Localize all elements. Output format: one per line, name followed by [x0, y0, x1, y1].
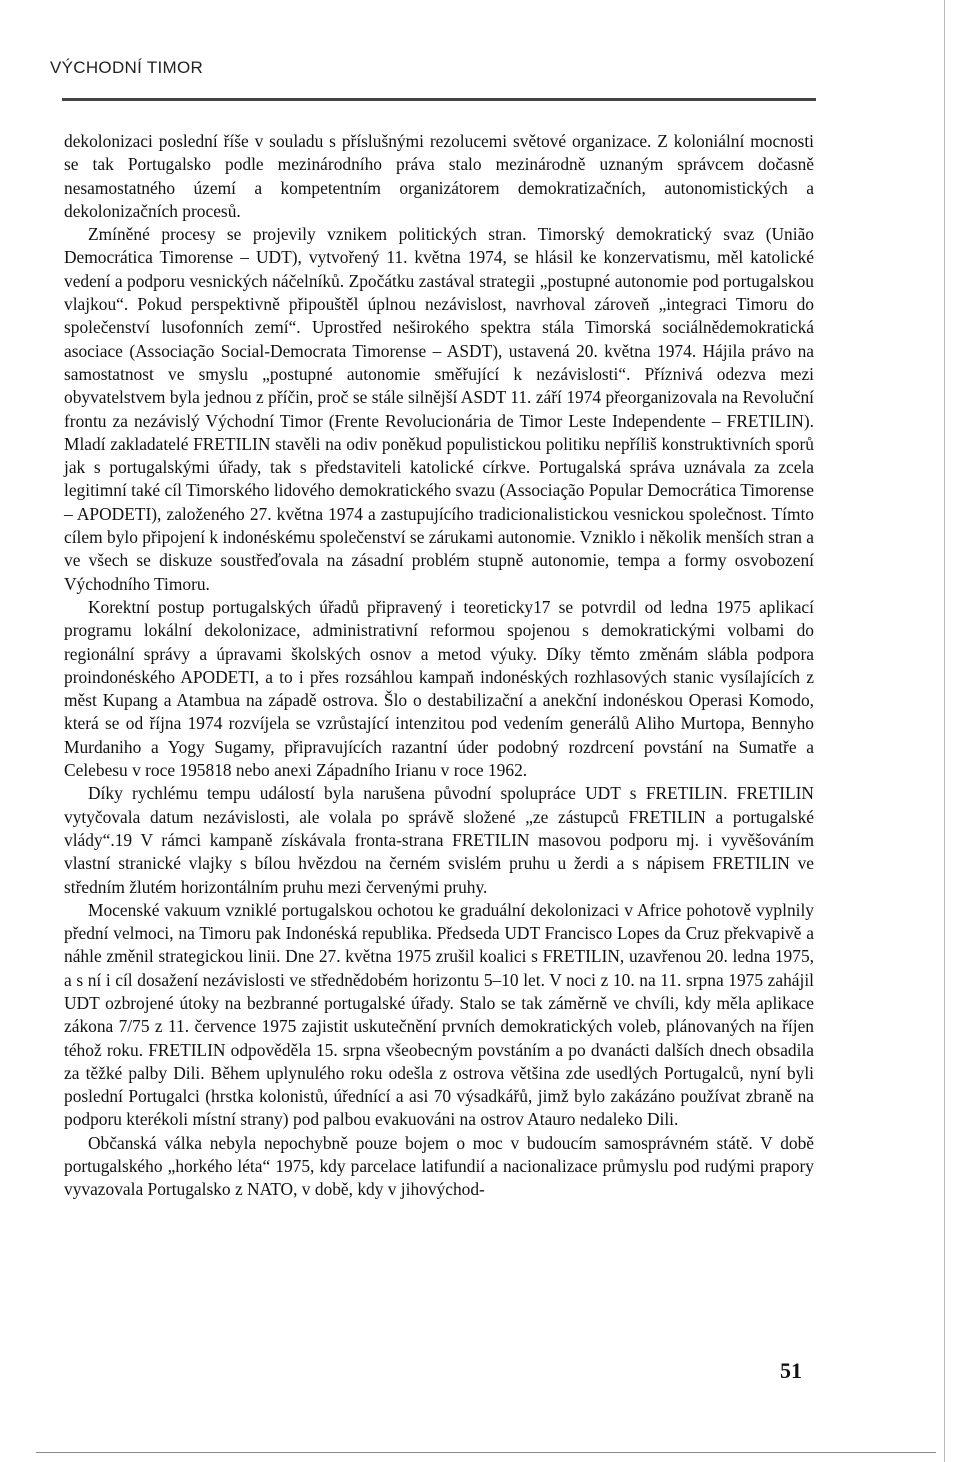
- paragraph-6: Občanská válka nebyla nepochybně pouze bojem o moc v budoucím samosprávném státě. V době portugalského „horkého léta“ 1975, kdy parcelace latifundií a nacionalizace průmyslu pod rudými prapory vyvazovala Portugalsko z NATO, v době, kdy v jihovýchod-: [64, 1132, 814, 1200]
- page-number: 51: [780, 1358, 802, 1383]
- paragraph-4: Díky rychlému tempu událostí byla narušena původní spolupráce UDT s FRETILIN. FRETILIN vytyčovala datum nezávislosti, ale volala po správě složené „ze zástupců FRETILIN a portugalské vlády“.19 V rámci kampaně získávala fronta-strana FRETILIN masovou podporu mj. i vyvěšováním vlastní stranické vlajky s bílou hvězdou na černém svislém pruhu u žerdi a s nápisem FRETILIN ve středním žlutém horizontálním pruhu mezi červenými pruhy.: [64, 783, 814, 897]
- paragraph-1: dekolonizaci poslední říše v souladu s příslušnými rezolucemi světové organizace. Z koloniální mocnosti se tak Portugalsko podle mezinárodního práva stalo mezinárodně uznaným správcem dočasně nesamostatného území a kompetentním organizátorem demokratizačních, autonomistických a dekolonizačních procesů.: [64, 131, 814, 221]
- paragraph-5: Mocenské vakuum vzniklé portugalskou ochotou ke graduální dekolonizaci v Africe pohotově vyplnily přední velmoci, na Timoru pak Indonéská republika. Předseda UDT Francisco Lopes da Cruz překvapivě a náhle změnil strategickou linii. Dne 27. května 1975 zrušil koalici s FRETILIN, uzavřenou 20. ledna 1975, a s ní i cíl dosažení nezávislosti ve střednědobém horizontu 5–10 let. V noci z 10. na 11. srpna 1975 zahájil UDT ozbrojené útoky na bezbranné portugalské úřady. Stalo se tak záměrně ve chvíli, kdy měla aplikace zákona 7/75 z 11. července 1975 zajistit uskutečnění prvních demokratických voleb, plánovaných na říjen téhož roku. FRETILIN odpověděla 15. srpna všeobecným povstáním a po dvanácti dalších dnech obsadila za těžké palby Dili. Během uplynulého roku odešla z ostrova většina zde usedlých Portugalců, nyní byli poslední Portugalci (hrstka kolonistů, úřednící a asi 70 výsadkářů, jimž bylo zakázáno používat zbraně na podporu kterékoli místní strany) pod palbou evakuováni na ostrov Atauro nedaleko Dili.: [64, 899, 814, 1130]
- scan-right-edge: [944, 0, 945, 1462]
- running-header: VÝCHODNÍ TIMOR: [50, 58, 204, 77]
- body-text: [64, 130, 814, 1202]
- paragraph-3: Korektní postup portugalských úřadů připravený i teoreticky17 se potvrdil od ledna 1975 aplikací programu lokální dekolonizace, administrativní reformou spojenou s demokratickými volbami do regionální správy a úpravami školských osnov a metod výuky. Díky těmto změnám slábla podpora proindonéského APODETI, a to i přes rozsáhlou kampaň indonéských rozhlasových stanic vysílajících z měst Kupang a Atambua na západě ostrova. Šlo o destabilizační a anekční indonéskou Operasi Komodo, která se od října 1974 rozvíjela se vzrůstající intenzitou pod vedením generálů Aliho Murtopa, Bennyho Murdaniho a Yogy Sugamy, připravujících razantní úder podobný rozdrcení povstání na Sumatře a Celebesu v roce 195818 nebo anexi Západního Irianu v roce 1962.: [64, 596, 814, 781]
- paragraph-2: Zmíněné procesy se projevily vznikem politických stran. Timorský demokratický svaz (União Democrática Timorense – UDT), vytvořený 11. května 1974, se hlásil ke konzervatismu, měl katolické vedení a podporu vesnických náčelníků. Zpočátku zastával strategii „postupné autonomie pod portugalskou vlajkou“. Pokud perspektivně připouštěl úplnou nezávislost, navrhoval zároveň „integraci Timoru do společenství lusofonních zemí“. Uprostřed neširokého spektra stála Timorská sociálnědemokratická asociace (Associação Social-Democrata Timorense – ASDT), ustavená 20. května 1974. Hájila právo na samostatnost ve smyslu „postupné autonomie směřující k nezávislosti“. Příznivá odezva mezi obyvatelstvem byla jednou z příčin, proč se stále silnější ASDT 11. září 1974 přeorganizovala na Revoluční frontu za nezávislý Východní Timor (Frente Revolucionária de Timor Leste Independente – FRETILIN). Mladí zakladatelé FRETILIN stavěli na odiv poněkud populistickou politiku nepříliš konstruktivních sporů jak s portugalskými úřady, tak s představiteli katolické církve. Portugalská správa uznávala za zcela legitimní také cíl Timorského lidového demokratického svazu (Associação Popular Democrática Timorense – APODETI), založeného 27. května 1974 a zastupujícího tradicionalistickou vesnickou společnost. Tímto cílem bylo připojení k indonéskému společenství se zárukami autonomie. Vzniklo i několik menších stran a ve všech se diskuze soustřeďovala na zásadní problém stupně autonomie, tempa a formy osvobození Východního Timoru.: [64, 224, 814, 594]
- header-rule: [62, 98, 816, 101]
- scan-bottom-edge: [36, 1452, 936, 1453]
